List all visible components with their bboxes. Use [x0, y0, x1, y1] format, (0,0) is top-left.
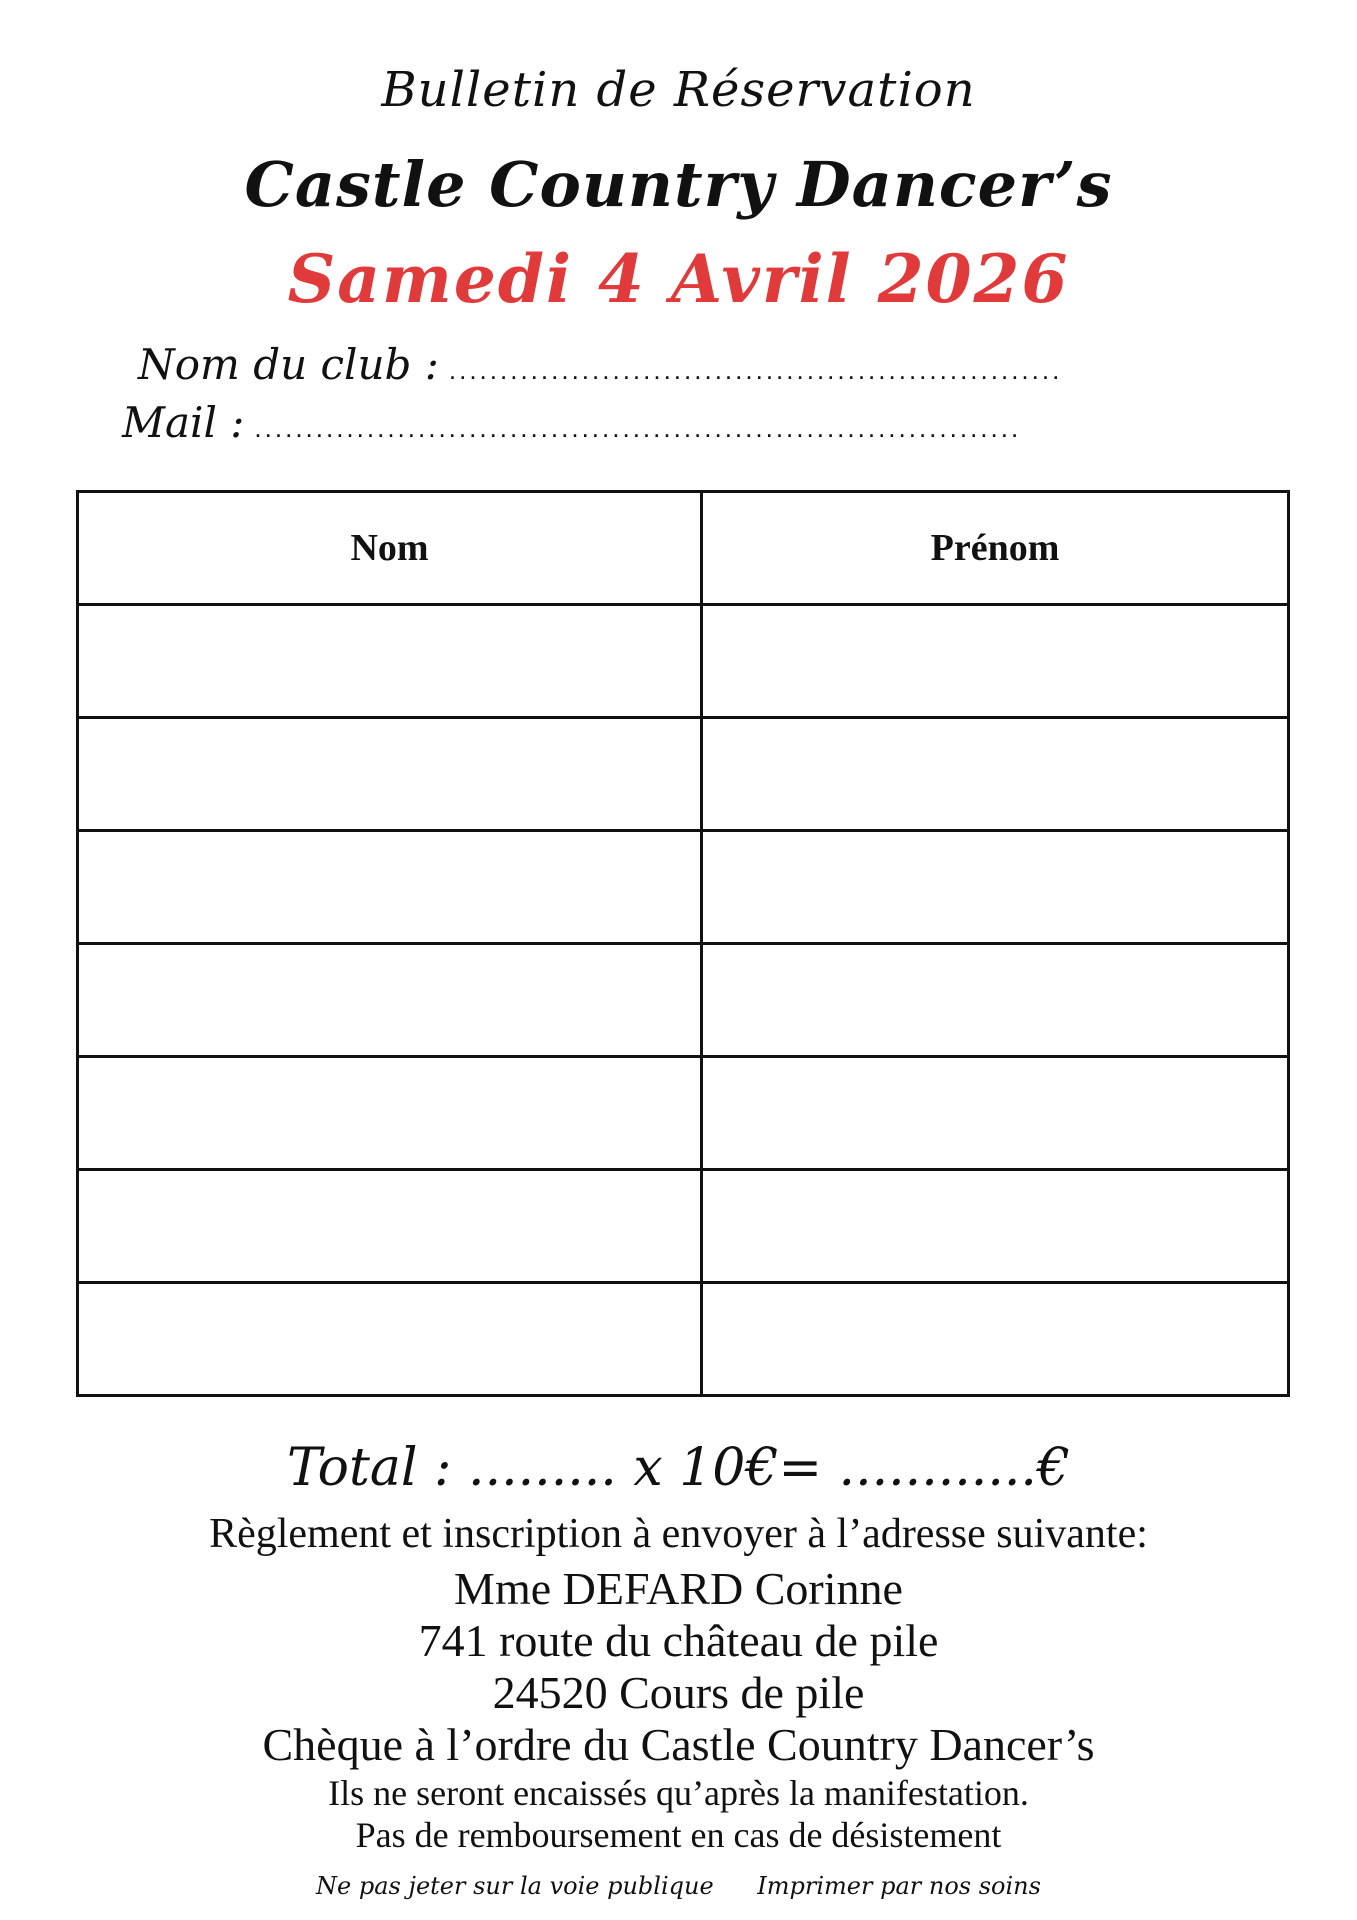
cheque-instruction: Chèque à l’ordre du Castle Country Dancer’s [262, 1719, 1095, 1770]
table-row [78, 605, 1289, 718]
address-street: 741 route du château de pile [418, 1615, 939, 1666]
total-line: Total : ......... x 10€= ............€ [287, 1438, 1070, 1498]
club-name-field[interactable] [138, 340, 1062, 389]
nom-cell[interactable] [78, 605, 702, 718]
document-subtitle: Bulletin de Réservation [381, 62, 976, 118]
prenom-cell[interactable] [702, 1170, 1289, 1283]
nom-cell[interactable] [78, 831, 702, 944]
table-row [78, 831, 1289, 944]
nom-cell[interactable] [78, 1057, 702, 1170]
nom-cell[interactable] [78, 1283, 702, 1396]
footer-right-note: Imprimer par nos soins [757, 1872, 1041, 1900]
refund-note: Pas de remboursement en cas de désistement [355, 1815, 1002, 1855]
footer-left-note: Ne pas jeter sur la voie publique [316, 1872, 714, 1900]
footer [0, 1872, 1357, 1900]
prenom-cell[interactable] [702, 718, 1289, 831]
header-nom: Nom [78, 492, 702, 605]
prenom-cell[interactable] [702, 831, 1289, 944]
reservation-table [76, 490, 1290, 1397]
table-row [78, 1170, 1289, 1283]
address-name: Mme DEFARD Corinne [454, 1563, 903, 1614]
table-row [78, 1283, 1289, 1396]
header-prenom: Prénom [702, 492, 1289, 605]
table-row [78, 1057, 1289, 1170]
address-intro: Règlement et inscription à envoyer à l’adresse suivante: [209, 1511, 1148, 1557]
mail-label: Mail : [122, 398, 245, 447]
nom-cell[interactable] [78, 718, 702, 831]
mail-blank: ........................................................................... [254, 413, 1022, 443]
event-date: Samedi 4 Avril 2026 [287, 240, 1070, 318]
cashing-note: Ils ne seront encaissés qu’après la manifestation. [328, 1773, 1029, 1813]
prenom-cell[interactable] [702, 605, 1289, 718]
prenom-cell[interactable] [702, 1057, 1289, 1170]
prenom-cell[interactable] [702, 944, 1289, 1057]
club-name-blank: ............................................................ [448, 355, 1063, 385]
nom-cell[interactable] [78, 944, 702, 1057]
table-header-row [78, 492, 1289, 605]
table-row [78, 718, 1289, 831]
address-city: 24520 Cours de pile [492, 1667, 865, 1718]
nom-cell[interactable] [78, 1170, 702, 1283]
mail-field[interactable] [122, 398, 1021, 447]
prenom-cell[interactable] [702, 1283, 1289, 1396]
club-name-label: Nom du club : [138, 340, 439, 389]
table-row [78, 944, 1289, 1057]
document-title: Castle Country Dancer’s [244, 148, 1113, 221]
